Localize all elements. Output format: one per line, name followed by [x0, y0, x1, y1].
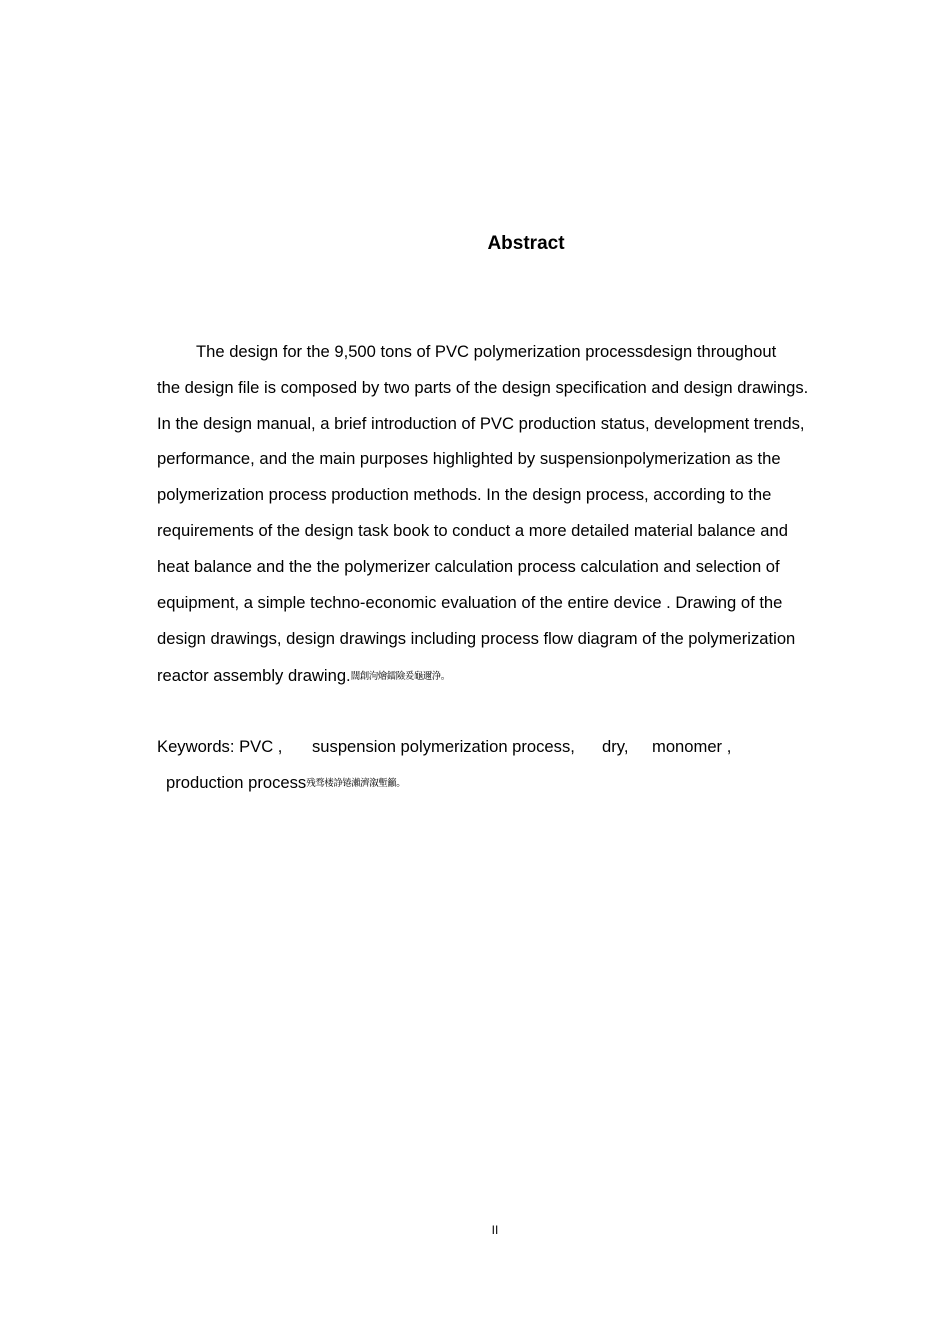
keyword-suspension: suspension polymerization process, — [312, 737, 575, 756]
page-number: II — [491, 1223, 499, 1237]
abstract-garbled-text: 闊創泃燴鐳險爰龜邇浄。 — [350, 671, 450, 682]
keywords-line-2 — [166, 772, 405, 795]
abstract-line-1: The design for the 9,500 tons of PVC polymerization processdesign throughout — [196, 342, 777, 361]
abstract-line-5: polymerization process production methods. In the design process, according to the — [157, 485, 772, 504]
abstract-line-7: heat balance and the the polymerizer calculation process calculation and selection of — [157, 557, 780, 576]
keyword-monomer: monomer , — [652, 737, 732, 756]
abstract-line-6: requirements of the design task book to conduct a more detailed material balance and — [157, 521, 788, 540]
abstract-title: Abstract — [487, 233, 565, 254]
abstract-line-10 — [157, 665, 450, 688]
abstract-line-4: performance, and the main purposes highlighted by suspensionpolymerization as the — [157, 449, 781, 468]
keywords-label: Keywords: PVC , — [157, 737, 283, 756]
keywords-garbled-text: 残骛楼諍锩瀨濟溆塹籲。 — [306, 778, 406, 789]
abstract-last-text: reactor assembly drawing. — [157, 666, 351, 685]
abstract-line-2: the design file is composed by two parts of the design specification and design drawings. — [157, 378, 809, 397]
abstract-line-9: design drawings, design drawings including process flow diagram of the polymerization — [157, 629, 796, 648]
keyword-dry: dry, — [602, 737, 629, 756]
abstract-line-8: equipment, a simple techno-economic evaluation of the entire device . Drawing of the — [157, 593, 783, 612]
abstract-line-3: In the design manual, a brief introduction of PVC production status, development trends, — [157, 414, 805, 433]
keyword-production-process: production process — [166, 773, 307, 792]
